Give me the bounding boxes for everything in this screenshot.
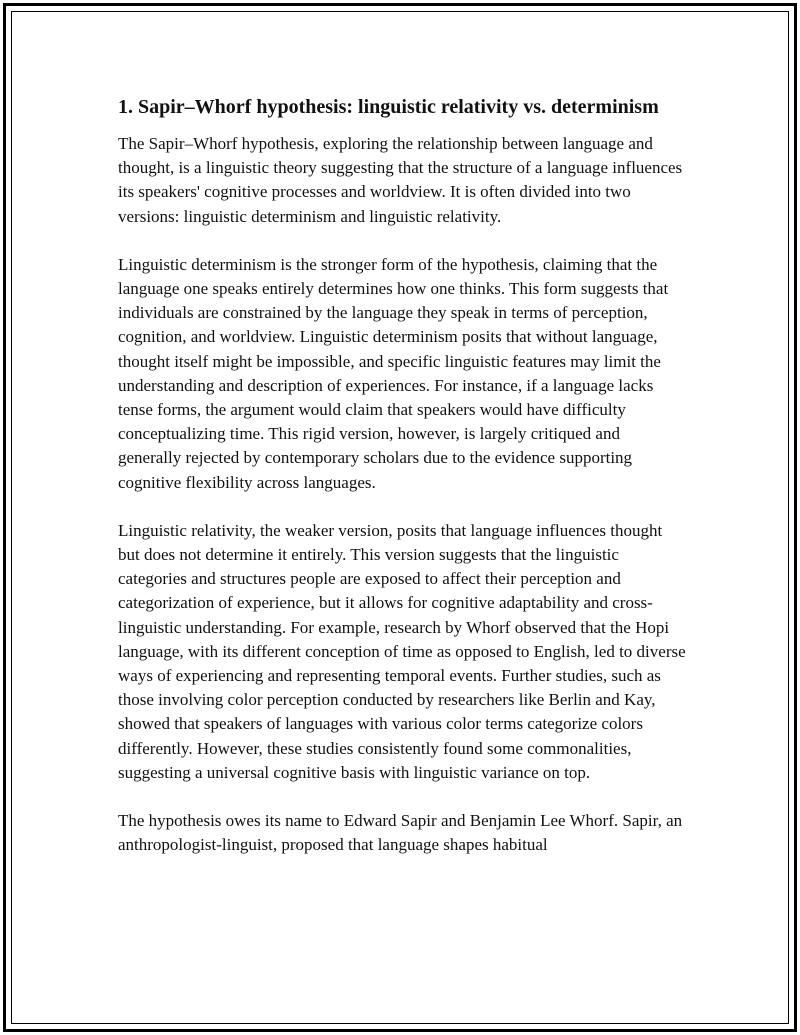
paragraph-determinism: Linguistic determinism is the stronger form of the hypothesis, claiming that the language one speaks entirely determines how one thinks. This form suggests that individuals are constrained by the language they speak in terms of perception, cognition, and worldview. Linguistic determinism posits that without language, thought itself might be impossible, and specific linguistic features may limit the understanding and description of experiences. For instance, if a language lacks tense forms, the argument would claim that speakers would have difficulty conceptualizing time. This rigid version, however, is largely critiqued and generally rejected by contemporary scholars due to the evidence supporting cognitive flexibility across languages. — [118, 254, 669, 492]
paragraph-intro: The Sapir–Whorf hypothesis, exploring the relationship between language and thought, is a linguistic theory suggesting that the structure of a language influences its speakers' cognitive processes and worldview. It is often divided into two versions: linguistic determinism and linguistic relativity. — [118, 134, 683, 226]
paragraph-origin: The hypothesis owes its name to Edward Sapir and Benjamin Lee Whorf. Sapir, an anthropologist-linguist, proposed that language shapes habitual — [118, 811, 683, 855]
paragraph-relativity: Linguistic relativity, the weaker version, posits that language influences thought but does not determine it entirely. This version suggests that the linguistic categories and structures people are exposed to affect their perception and categorization of experience, but it allows for cognitive adaptability and cross-linguistic understanding. For example, research by Whorf observed that the Hopi language, with its different conception of time as opposed to English, led to diverse ways of experiencing and representing temporal events. Further studies, such as those involving color perception conducted by researchers like Berlin and Kay, showed that speakers of languages with various color terms categorize colors differently. However, these studies consistently found some commonalities, suggesting a universal cognitive basis with linguistic variance on top. — [118, 520, 686, 782]
document-body — [118, 94, 686, 881]
section-heading: 1. Sapir–Whorf hypothesis: linguistic relativity vs. determinism — [118, 96, 659, 118]
